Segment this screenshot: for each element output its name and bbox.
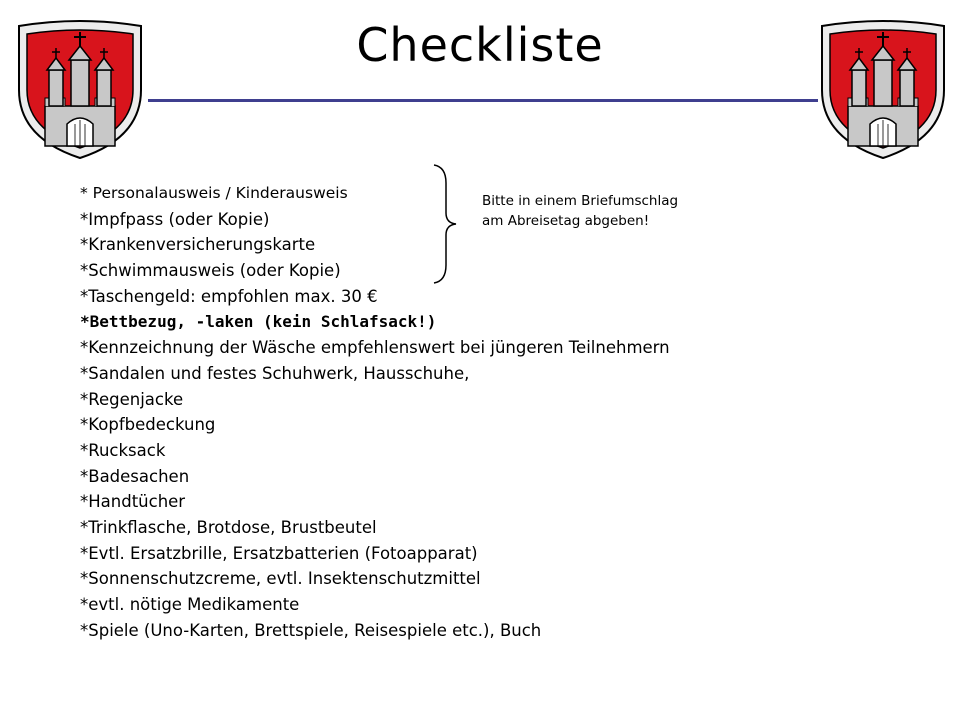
list-item: *Rucksack bbox=[80, 440, 166, 460]
note-line-1: Bitte in einem Briefumschlag bbox=[482, 193, 679, 209]
list-item: *Sonnenschutzcreme, evtl. Insektenschutzmittel bbox=[80, 569, 481, 589]
page-title: Checkliste bbox=[356, 18, 604, 72]
list-item: *Taschengeld: empfohlen max. 30 € bbox=[80, 286, 378, 306]
list-item: *Sandalen und festes Schuhwerk, Hausschuhe, bbox=[80, 363, 470, 383]
list-item: *Bettbezug, -laken (kein Schlafsack!) bbox=[80, 312, 437, 332]
note-line-2: am Abreisetag abgeben! bbox=[482, 213, 650, 229]
list-item: *Handtücher bbox=[80, 492, 186, 512]
list-item: *Kopfbedeckung bbox=[80, 415, 216, 435]
list-item: *Badesachen bbox=[80, 466, 190, 486]
list-item: *evtl. nötige Medikamente bbox=[80, 595, 300, 614]
list-item: *Spiele (Uno-Karten, Brettspiele, Reisespiele etc.), Buch bbox=[80, 620, 542, 640]
list-item: *Schwimmausweis (oder Kopie) bbox=[80, 261, 341, 281]
title-divider bbox=[148, 99, 818, 102]
envelope-note bbox=[482, 191, 678, 231]
list-item: *Evtl. Ersatzbrille, Ersatzbatterien (Fotoapparat) bbox=[80, 543, 478, 563]
checklist bbox=[80, 181, 670, 643]
list-item: * Personalausweis / Kinderausweis bbox=[80, 184, 348, 202]
list-item: *Krankenversicherungskarte bbox=[80, 235, 316, 255]
list-item: *Impfpass (oder Kopie) bbox=[80, 209, 270, 229]
list-item: *Kennzeichnung der Wäsche empfehlenswert bei jüngeren Teilnehmern bbox=[80, 338, 670, 358]
curly-brace-icon bbox=[432, 163, 462, 285]
list-item: *Trinkflasche, Brotdose, Brustbeutel bbox=[80, 517, 377, 537]
list-item: *Regenjacke bbox=[80, 389, 184, 409]
